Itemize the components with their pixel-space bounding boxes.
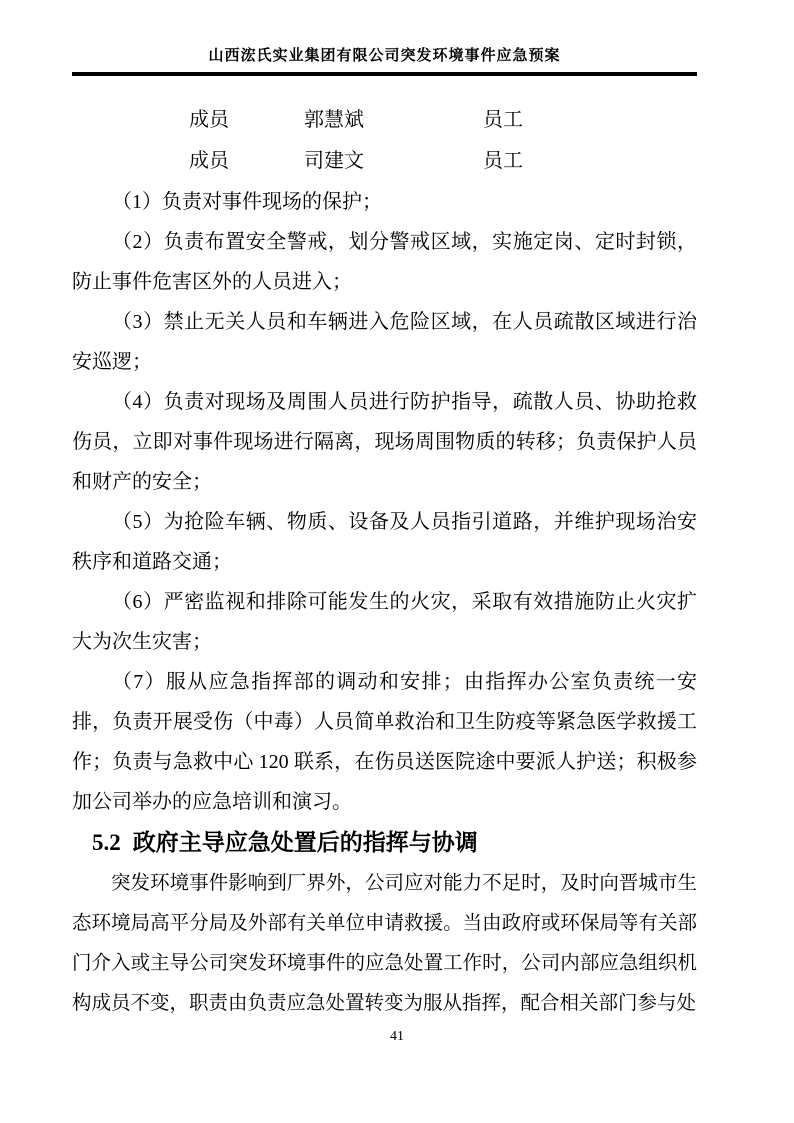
- header-rule: [72, 72, 697, 76]
- duty-item-1: （1）负责对事件现场的保护；: [112, 191, 382, 213]
- page-content: [72, 45, 697, 1024]
- member-row: [72, 141, 697, 182]
- duty-item-6: （6）严密监视和排除可能发生的火灾，采取有效措施防止火灾扩大为次生灾害；: [72, 591, 697, 653]
- duty-item-2: （2）负责布置安全警戒，划分警戒区域，实施定岗、定时封锁，防止事件危害区外的人员进入；: [72, 231, 697, 293]
- section-body: [72, 864, 697, 1024]
- member-position: 员工: [483, 109, 523, 131]
- duty-item-5: （5）为抢险车辆、物质、设备及人员指引道路，并维护现场治安秩序和道路交通；: [72, 511, 697, 573]
- member-role: 成员: [189, 150, 229, 172]
- section-heading: [92, 822, 697, 864]
- member-name: 郭慧斌: [304, 109, 364, 131]
- page-header: [72, 45, 697, 76]
- section-number: 5.2: [92, 830, 121, 855]
- header-title: 山西浤氏实业集团有限公司突发环境事件应急预案: [208, 48, 561, 64]
- member-position: 员工: [483, 150, 523, 172]
- body-paragraph: 突发环境事件影响到厂界外，公司应对能力不足时，及时向晋城市生态环境局高平分局及外部有关单位申请救援。当由政府或环保局等有关部门介入或主导公司突发环境事件的应急处置工作时，公司内部应急组织机构成员不变，职责由负责应急处置转变为服从指挥，配合相关部门参与处: [72, 873, 697, 1014]
- duty-item-7: （7）服从应急指挥部的调动和安排；由指挥办公室负责统一安排，负责开展受伤（中毒）人员简单救治和卫生防疫等紧急医学救援工作；负责与急救中心 120 联系，在伤员送医院途中要派人护送；积极参加公司举办的应急培训和演习。: [72, 671, 697, 813]
- duty-item-4: （4）负责对现场及周围人员进行防护指导，疏散人员、协助抢救伤员，立即对事件现场进行隔离，现场周围物质的转移；负责保护人员和财产的安全；: [72, 391, 697, 493]
- duty-item-list: [72, 182, 697, 822]
- member-row: [72, 100, 697, 141]
- member-role: 成员: [189, 109, 229, 131]
- member-name: 司建文: [304, 150, 364, 172]
- duty-item-3: （3）禁止无关人员和车辆进入危险区域，在人员疏散区域进行治安巡逻；: [72, 311, 697, 373]
- page-number: 41: [390, 1029, 404, 1044]
- section-title: 政府主导应急处置后的指挥与协调: [132, 830, 478, 855]
- member-table: [72, 100, 697, 182]
